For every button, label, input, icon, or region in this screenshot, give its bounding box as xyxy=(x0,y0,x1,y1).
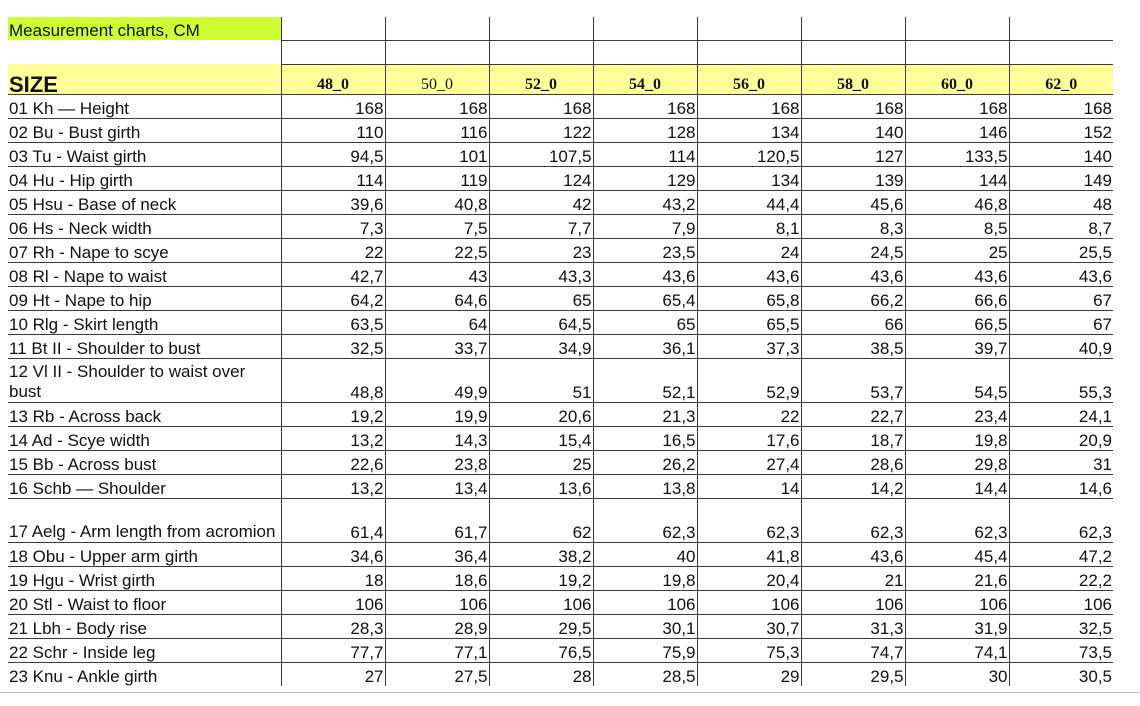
measurement-value: 64,2 xyxy=(281,286,385,310)
measurement-value: 22,5 xyxy=(385,238,489,262)
measurement-label: 11 Bt II - Shoulder to bust xyxy=(8,334,281,358)
measurement-value: 149 xyxy=(1009,166,1113,190)
measurement-value: 146 xyxy=(905,118,1009,142)
measurement-value: 67 xyxy=(1009,310,1113,334)
measurement-value: 8,1 xyxy=(697,214,801,238)
table-row xyxy=(8,334,1113,358)
measurement-label: 22 Schr - Inside leg xyxy=(8,638,281,662)
measurement-value: 140 xyxy=(801,118,905,142)
measurement-value: 22,6 xyxy=(281,450,385,474)
measurement-value: 28,3 xyxy=(281,614,385,638)
measurement-value: 19,8 xyxy=(905,426,1009,450)
measurement-value: 43 xyxy=(385,262,489,286)
measurement-value: 25 xyxy=(905,238,1009,262)
measurement-value: 30,7 xyxy=(697,614,801,638)
measurement-value: 32,5 xyxy=(281,334,385,358)
measurement-value: 24,1 xyxy=(1009,402,1113,426)
size-header-50_0: 50_0 xyxy=(385,64,489,94)
measurement-value: 63,5 xyxy=(281,310,385,334)
size-header-row xyxy=(8,64,1113,94)
measurement-value: 129 xyxy=(593,166,697,190)
measurement-value: 33,7 xyxy=(385,334,489,358)
measurement-value: 37,3 xyxy=(697,334,801,358)
measurement-value: 62,3 xyxy=(697,498,801,542)
measurement-label: 13 Rb - Across back xyxy=(8,402,281,426)
empty-header-cell xyxy=(905,40,1009,64)
measurement-label: 02 Bu - Bust girth xyxy=(8,118,281,142)
measurement-value: 106 xyxy=(801,590,905,614)
measurement-value: 13,4 xyxy=(385,474,489,498)
measurement-value: 43,3 xyxy=(489,262,593,286)
measurement-label: 08 Rl - Nape to waist xyxy=(8,262,281,286)
measurement-value: 29 xyxy=(697,662,801,686)
table-row xyxy=(8,566,1113,590)
measurement-value: 42 xyxy=(489,190,593,214)
measurement-value: 77,1 xyxy=(385,638,489,662)
measurement-value: 65 xyxy=(489,286,593,310)
measurement-value: 18,7 xyxy=(801,426,905,450)
measurement-label: 14 Ad - Scye width xyxy=(8,426,281,450)
measurement-value: 64,5 xyxy=(489,310,593,334)
measurement-value: 168 xyxy=(801,94,905,118)
measurement-value: 14,6 xyxy=(1009,474,1113,498)
table-row xyxy=(8,286,1113,310)
measurement-value: 61,7 xyxy=(385,498,489,542)
measurement-value: 30 xyxy=(905,662,1009,686)
table-row xyxy=(8,450,1113,474)
measurement-value: 40,8 xyxy=(385,190,489,214)
table-row xyxy=(8,166,1113,190)
measurement-value: 34,9 xyxy=(489,334,593,358)
measurement-value: 168 xyxy=(385,94,489,118)
measurement-value: 13,2 xyxy=(281,426,385,450)
measurement-value: 43,2 xyxy=(593,190,697,214)
measurement-value: 106 xyxy=(905,590,1009,614)
measurement-label: 20 Stl - Waist to floor xyxy=(8,590,281,614)
measurement-value: 66,6 xyxy=(905,286,1009,310)
empty-header-cell xyxy=(593,17,697,40)
measurement-value: 110 xyxy=(281,118,385,142)
measurement-value: 53,7 xyxy=(801,358,905,402)
empty-header-cell xyxy=(1009,17,1113,40)
measurement-value: 65,5 xyxy=(697,310,801,334)
measurement-value: 67 xyxy=(1009,286,1113,310)
empty-header-cell xyxy=(697,17,801,40)
measurement-value: 14,3 xyxy=(385,426,489,450)
measurement-value: 14,4 xyxy=(905,474,1009,498)
measurement-value: 46,8 xyxy=(905,190,1009,214)
measurement-value: 20,6 xyxy=(489,402,593,426)
measurement-value: 31,3 xyxy=(801,614,905,638)
measurement-value: 168 xyxy=(1009,94,1113,118)
measurement-value: 28,5 xyxy=(593,662,697,686)
measurement-value: 43,6 xyxy=(1009,262,1113,286)
measurement-value: 8,7 xyxy=(1009,214,1113,238)
table-row xyxy=(8,614,1113,638)
measurement-value: 8,5 xyxy=(905,214,1009,238)
measurement-value: 43,6 xyxy=(905,262,1009,286)
measurement-value: 29,5 xyxy=(801,662,905,686)
measurement-value: 120,5 xyxy=(697,142,801,166)
measurement-value: 41,8 xyxy=(697,542,801,566)
measurement-value: 27,5 xyxy=(385,662,489,686)
measurement-value: 19,2 xyxy=(489,566,593,590)
table-row xyxy=(8,238,1113,262)
measurement-value: 140 xyxy=(1009,142,1113,166)
measurement-value: 22,2 xyxy=(1009,566,1113,590)
measurement-value: 76,5 xyxy=(489,638,593,662)
measurement-value: 32,5 xyxy=(1009,614,1113,638)
measurement-value: 40,9 xyxy=(1009,334,1113,358)
measurement-label: 23 Knu - Ankle girth xyxy=(8,662,281,686)
measurement-value: 21,3 xyxy=(593,402,697,426)
measurement-value: 119 xyxy=(385,166,489,190)
size-header-52_0: 52_0 xyxy=(489,64,593,94)
measurement-value: 18 xyxy=(281,566,385,590)
measurement-value: 114 xyxy=(281,166,385,190)
measurement-value: 75,9 xyxy=(593,638,697,662)
measurement-value: 106 xyxy=(1009,590,1113,614)
measurement-value: 106 xyxy=(697,590,801,614)
sheet-title: Measurement charts, CM xyxy=(8,17,281,40)
measurement-value: 128 xyxy=(593,118,697,142)
measurement-value: 64,6 xyxy=(385,286,489,310)
measurement-value: 66 xyxy=(801,310,905,334)
measurement-label: 15 Bb - Across bust xyxy=(8,450,281,474)
measurement-label: 17 Aelg - Arm length from acromion xyxy=(8,498,281,542)
measurement-value: 122 xyxy=(489,118,593,142)
measurement-value: 106 xyxy=(281,590,385,614)
measurement-value: 24,5 xyxy=(801,238,905,262)
measurement-value: 43,6 xyxy=(801,542,905,566)
measurement-value: 26,2 xyxy=(593,450,697,474)
spacer-row xyxy=(8,40,1113,64)
measurement-value: 62,3 xyxy=(905,498,1009,542)
measurement-value: 22 xyxy=(697,402,801,426)
table-row xyxy=(8,474,1113,498)
measurement-label: 03 Tu - Waist girth xyxy=(8,142,281,166)
table-row xyxy=(8,498,1113,542)
measurement-value: 13,8 xyxy=(593,474,697,498)
measurement-value: 134 xyxy=(697,118,801,142)
measurement-value: 168 xyxy=(905,94,1009,118)
measurement-value: 62 xyxy=(489,498,593,542)
sheet-bottom-rule xyxy=(0,692,1140,693)
measurement-value: 65 xyxy=(593,310,697,334)
measurement-value: 133,5 xyxy=(905,142,1009,166)
measurement-value: 101 xyxy=(385,142,489,166)
measurement-value: 16,5 xyxy=(593,426,697,450)
measurement-value: 52,9 xyxy=(697,358,801,402)
measurement-value: 24 xyxy=(697,238,801,262)
measurement-value: 28,9 xyxy=(385,614,489,638)
measurement-value: 43,6 xyxy=(801,262,905,286)
measurement-value: 7,7 xyxy=(489,214,593,238)
table-row xyxy=(8,118,1113,142)
measurement-value: 19,9 xyxy=(385,402,489,426)
measurement-value: 17,6 xyxy=(697,426,801,450)
measurement-label: 21 Lbh - Body rise xyxy=(8,614,281,638)
size-header-54_0: 54_0 xyxy=(593,64,697,94)
measurement-value: 74,7 xyxy=(801,638,905,662)
measurement-label: 07 Rh - Nape to scye xyxy=(8,238,281,262)
measurement-label: 06 Hs - Neck width xyxy=(8,214,281,238)
measurement-value: 36,1 xyxy=(593,334,697,358)
measurement-value: 47,2 xyxy=(1009,542,1113,566)
measurement-value: 23,4 xyxy=(905,402,1009,426)
size-header-56_0: 56_0 xyxy=(697,64,801,94)
measurement-value: 40 xyxy=(593,542,697,566)
measurement-value: 23,5 xyxy=(593,238,697,262)
measurement-value: 54,5 xyxy=(905,358,1009,402)
measurement-value: 39,7 xyxy=(905,334,1009,358)
measurement-value: 22,7 xyxy=(801,402,905,426)
table-row xyxy=(8,542,1113,566)
measurement-value: 144 xyxy=(905,166,1009,190)
measurement-label: 12 Vl II - Shoulder to waist over bust xyxy=(8,358,281,402)
measurement-value: 13,6 xyxy=(489,474,593,498)
measurement-label: 18 Obu - Upper arm girth xyxy=(8,542,281,566)
measurement-label: 05 Hsu - Base of neck xyxy=(8,190,281,214)
measurement-value: 13,2 xyxy=(281,474,385,498)
measurement-value: 42,7 xyxy=(281,262,385,286)
measurement-value: 20,9 xyxy=(1009,426,1113,450)
table-row xyxy=(8,214,1113,238)
size-header-60_0: 60_0 xyxy=(905,64,1009,94)
measurement-value: 27,4 xyxy=(697,450,801,474)
measurement-value: 45,6 xyxy=(801,190,905,214)
measurement-value: 8,3 xyxy=(801,214,905,238)
measurement-value: 64 xyxy=(385,310,489,334)
measurement-value: 31 xyxy=(1009,450,1113,474)
measurement-value: 7,9 xyxy=(593,214,697,238)
measurement-value: 20,4 xyxy=(697,566,801,590)
measurement-value: 62,3 xyxy=(1009,498,1113,542)
measurement-value: 168 xyxy=(281,94,385,118)
measurement-value: 14 xyxy=(697,474,801,498)
measurement-value: 168 xyxy=(697,94,801,118)
measurement-value: 29,8 xyxy=(905,450,1009,474)
measurement-value: 66,5 xyxy=(905,310,1009,334)
empty-header-cell xyxy=(801,40,905,64)
measurement-value: 116 xyxy=(385,118,489,142)
measurement-label: 19 Hgu - Wrist girth xyxy=(8,566,281,590)
measurement-value: 27 xyxy=(281,662,385,686)
measurement-label: 09 Ht - Nape to hip xyxy=(8,286,281,310)
measurement-value: 106 xyxy=(489,590,593,614)
size-header-48_0: 48_0 xyxy=(281,64,385,94)
measurement-value: 19,2 xyxy=(281,402,385,426)
measurement-value: 134 xyxy=(697,166,801,190)
table-row xyxy=(8,662,1113,686)
table-row xyxy=(8,426,1113,450)
measurement-value: 74,1 xyxy=(905,638,1009,662)
empty-header-cell xyxy=(801,17,905,40)
measurement-value: 30,5 xyxy=(1078,667,1112,686)
measurement-value: 168 xyxy=(489,94,593,118)
table-row xyxy=(8,94,1113,118)
table-row xyxy=(8,638,1113,662)
measurement-value: 94,5 xyxy=(281,142,385,166)
measurement-value: 25,5 xyxy=(1009,238,1113,262)
measurement-value: 18,6 xyxy=(385,566,489,590)
empty-header-cell xyxy=(905,17,1009,40)
measurement-value: 48,8 xyxy=(281,358,385,402)
table-row xyxy=(8,142,1113,166)
table-row xyxy=(8,590,1113,614)
measurement-value: 28,6 xyxy=(801,450,905,474)
empty-header-cell xyxy=(489,17,593,40)
empty-header-cell xyxy=(593,40,697,64)
measurement-value: 7,5 xyxy=(385,214,489,238)
title-row xyxy=(8,17,1113,40)
measurement-value: 107,5 xyxy=(489,142,593,166)
measurement-value: 152 xyxy=(1009,118,1113,142)
measurement-value: 21 xyxy=(801,566,905,590)
empty-header-cell xyxy=(281,17,385,40)
measurement-value: 114 xyxy=(593,142,697,166)
measurement-value: 77,7 xyxy=(281,638,385,662)
measurement-value: 39,6 xyxy=(281,190,385,214)
measurement-value: 19,8 xyxy=(593,566,697,590)
measurement-sheet xyxy=(8,17,1113,686)
measurement-value: 38,2 xyxy=(489,542,593,566)
measurement-value: 65,4 xyxy=(593,286,697,310)
measurement-table xyxy=(8,17,1113,686)
measurement-value: 25 xyxy=(489,450,593,474)
empty-header-cell xyxy=(281,40,385,64)
measurement-value: 7,3 xyxy=(281,214,385,238)
measurement-value: 55,3 xyxy=(1009,358,1113,402)
size-header-58_0: 58_0 xyxy=(801,64,905,94)
measurement-value: 73,5 xyxy=(1009,638,1113,662)
table-row xyxy=(8,402,1113,426)
measurement-value: 23 xyxy=(489,238,593,262)
size-label: SIZE xyxy=(8,64,281,94)
measurement-label: 16 Schb — Shoulder xyxy=(8,474,281,498)
measurement-value: 21,6 xyxy=(905,566,1009,590)
measurement-value: 139 xyxy=(801,166,905,190)
table-row xyxy=(8,310,1113,334)
measurement-value: 62,3 xyxy=(801,498,905,542)
measurement-value: 31,9 xyxy=(905,614,1009,638)
empty-cell xyxy=(8,40,281,64)
measurement-value: 61,4 xyxy=(281,498,385,542)
measurement-value: 44,4 xyxy=(697,190,801,214)
measurement-value: 62,3 xyxy=(593,498,697,542)
measurement-label: 01 Kh — Height xyxy=(8,94,281,118)
measurement-value: 28 xyxy=(489,662,593,686)
measurement-value: 65,8 xyxy=(697,286,801,310)
size-header-62_0: 62_0 xyxy=(1009,64,1113,94)
measurement-value: 43,6 xyxy=(593,262,697,286)
measurement-value: 75,3 xyxy=(697,638,801,662)
measurement-value: 30,1 xyxy=(593,614,697,638)
empty-header-cell xyxy=(697,40,801,64)
measurement-value: 52,1 xyxy=(593,358,697,402)
measurement-value: 48 xyxy=(1009,190,1113,214)
measurement-value: 51 xyxy=(489,358,593,402)
empty-header-cell xyxy=(1009,40,1113,64)
table-row xyxy=(8,262,1113,286)
table-row xyxy=(8,190,1113,214)
measurement-value: 15,4 xyxy=(489,426,593,450)
measurement-value: 36,4 xyxy=(385,542,489,566)
measurement-label: 04 Hu - Hip girth xyxy=(8,166,281,190)
empty-header-cell xyxy=(489,40,593,64)
measurement-value: 22 xyxy=(281,238,385,262)
measurement-value: 106 xyxy=(385,590,489,614)
measurement-value: 29,5 xyxy=(489,614,593,638)
measurement-value: 14,2 xyxy=(801,474,905,498)
empty-header-cell xyxy=(385,40,489,64)
measurement-label: 10 Rlg - Skirt length xyxy=(8,310,281,334)
measurement-value: 124 xyxy=(489,166,593,190)
measurement-value: 168 xyxy=(593,94,697,118)
measurement-value: 127 xyxy=(801,142,905,166)
measurement-value: 106 xyxy=(593,590,697,614)
table-row xyxy=(8,358,1113,402)
measurement-value: 34,6 xyxy=(281,542,385,566)
empty-header-cell xyxy=(385,17,489,40)
measurement-value: 49,9 xyxy=(385,358,489,402)
measurement-value: 38,5 xyxy=(801,334,905,358)
measurement-value: 23,8 xyxy=(385,450,489,474)
measurement-value: 43,6 xyxy=(697,262,801,286)
measurement-value: 66,2 xyxy=(801,286,905,310)
measurement-value: 45,4 xyxy=(905,542,1009,566)
